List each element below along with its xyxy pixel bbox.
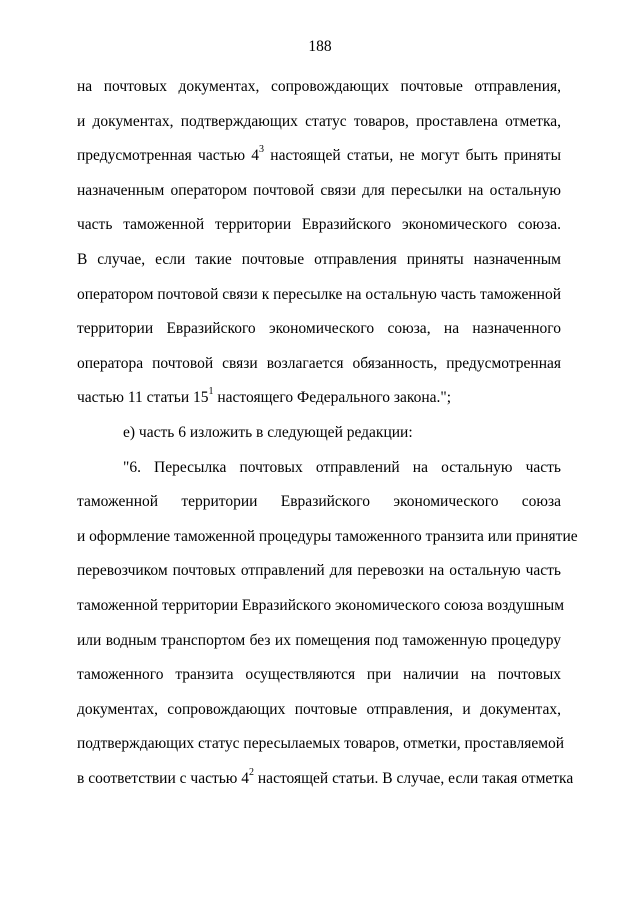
text-line: территории Евразийского экономического союза, на назначенного: [77, 320, 561, 338]
text-line: подтверждающих статус пересылаемых товаров, отметки, проставляемой: [77, 735, 565, 753]
text-fragment: настоящей статьи, не могут быть приняты: [264, 147, 561, 165]
text-fragment: настоящего Федерального закона.";: [213, 389, 452, 407]
superscript: 3: [259, 144, 265, 156]
document-body: [77, 70, 578, 796]
superscript: 2: [249, 766, 255, 778]
text-line: В случае, если такие почтовые отправления приняты назначенным: [77, 250, 561, 268]
text-fragment: предусмотренная частью 4: [77, 147, 260, 165]
text-line: назначенным оператором почтовой связи для пересылки на остальную: [77, 181, 561, 199]
text-line: перевозчиком почтовых отправлений для перевозки на остальную часть: [77, 562, 561, 580]
text-line: часть таможенной территории Евразийского экономического союза.: [77, 216, 561, 234]
text-line: е) часть 6 изложить в следующей редакции:: [123, 423, 413, 441]
text-line: [77, 381, 561, 416]
text-line: оператора почтовой связи возлагается обязанность, предусмотренная: [77, 354, 561, 372]
text-line: таможенной территории Евразийского экономического союза: [77, 493, 561, 511]
text-line: оператором почтовой связи к пересылке на остальную часть таможенной: [77, 285, 561, 303]
text-line: "6. Пересылка почтовых отправлений на остальную часть: [123, 458, 561, 476]
text-line: таможенной территории Евразийского экономического союза воздушным: [77, 596, 565, 614]
text-fragment: частью 11 статьи 15: [77, 389, 209, 407]
text-line: документах, сопровождающих почтовые отправления, и документах,: [77, 700, 561, 718]
text-line: на почтовых документах, сопровождающих почтовые отправления,: [77, 78, 561, 95]
page-number: 188: [308, 38, 332, 55]
text-line: таможенного транзита осуществляются при наличии на почтовых: [77, 666, 561, 684]
text-line: и документах, подтверждающих статус товаров, проставлена отметка,: [77, 112, 561, 130]
text-fragment: в соответствии с частью 4: [77, 769, 250, 787]
text-line: или водным транспортом без их помещения под таможенную процедуру: [77, 631, 561, 649]
text-line: [77, 762, 574, 797]
text-fragment: настоящей статьи. В случае, если такая отметка: [254, 769, 574, 787]
text-line: [77, 139, 561, 174]
text-line: и оформление таможенной процедуры таможенного транзита или принятие: [77, 527, 578, 545]
superscript: 1: [208, 386, 214, 398]
